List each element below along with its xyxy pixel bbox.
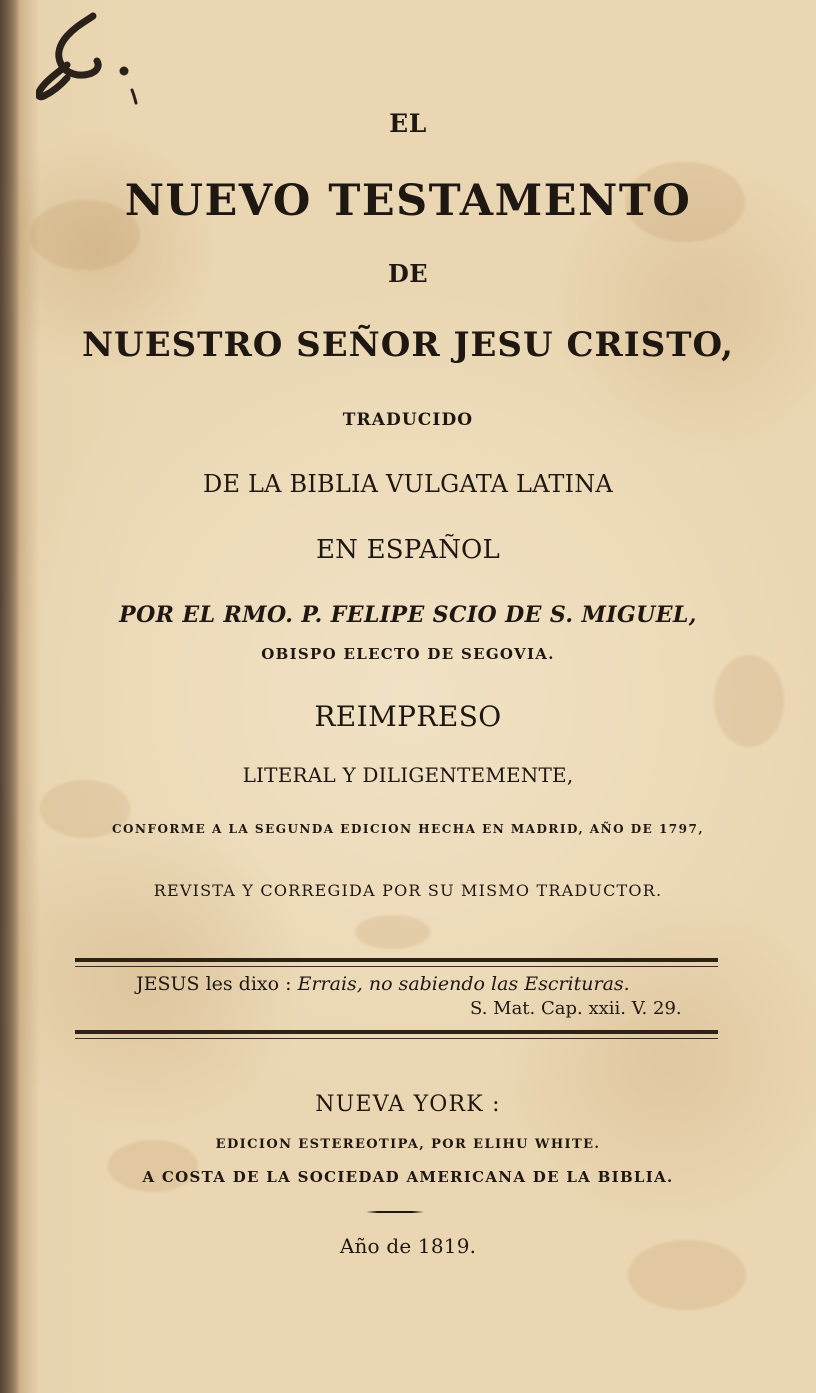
- translator-line: POR EL RMO. P. FELIPE SCIO DE S. MIGUEL,: [119, 602, 697, 628]
- quote-intro: JESUS les dixo :: [136, 973, 292, 995]
- translator-title: OBISPO ELECTO DE SEGOVIA.: [261, 645, 555, 663]
- edition-note: CONFORME A LA SEGUNDA EDICION HECHA EN MADRID, AÑO DE 1797,: [111, 822, 705, 836]
- paper-stain: [355, 915, 430, 949]
- language-line: EN ESPAÑOL: [316, 535, 500, 565]
- source-line: DE LA BIBLIA VULGATA LATINA: [203, 470, 613, 498]
- publication-year: Año de 1819.: [339, 1234, 477, 1258]
- reprint-heading: REIMPRESO: [314, 700, 502, 733]
- quote-text: Errais, no sabiendo las Escrituras.: [297, 973, 630, 995]
- printer-line: EDICION ESTEREOTIPA, POR ELIHU WHITE.: [215, 1137, 601, 1152]
- scripture-citation: S. Mat. Cap. xxii. V. 29.: [470, 998, 682, 1019]
- scripture-quote: [136, 973, 630, 995]
- reprint-detail: LITERAL Y DILIGENTEMENTE,: [242, 763, 574, 787]
- main-title: NUEVO TESTAMENTO: [124, 176, 692, 226]
- publisher-city: NUEVA YORK :: [315, 1092, 501, 1117]
- double-rule-top: [75, 958, 718, 962]
- ornament-rule: [366, 1210, 424, 1214]
- subtitle-name: NUESTRO SEÑOR JESU CRISTO,: [81, 325, 735, 365]
- ink-mark-icon: [36, 8, 146, 108]
- title-line-de: DE: [387, 259, 429, 288]
- title-line-el: EL: [389, 109, 427, 138]
- revision-note: REVISTA Y CORREGIDA POR SU MISMO TRADUCTOR.: [153, 881, 663, 900]
- double-rule-bottom: [75, 1030, 718, 1034]
- translated-label: TRADUCIDO: [342, 410, 474, 430]
- sponsor-line: A COSTA DE LA SOCIEDAD AMERICANA DE LA BIBLIA.: [142, 1168, 674, 1186]
